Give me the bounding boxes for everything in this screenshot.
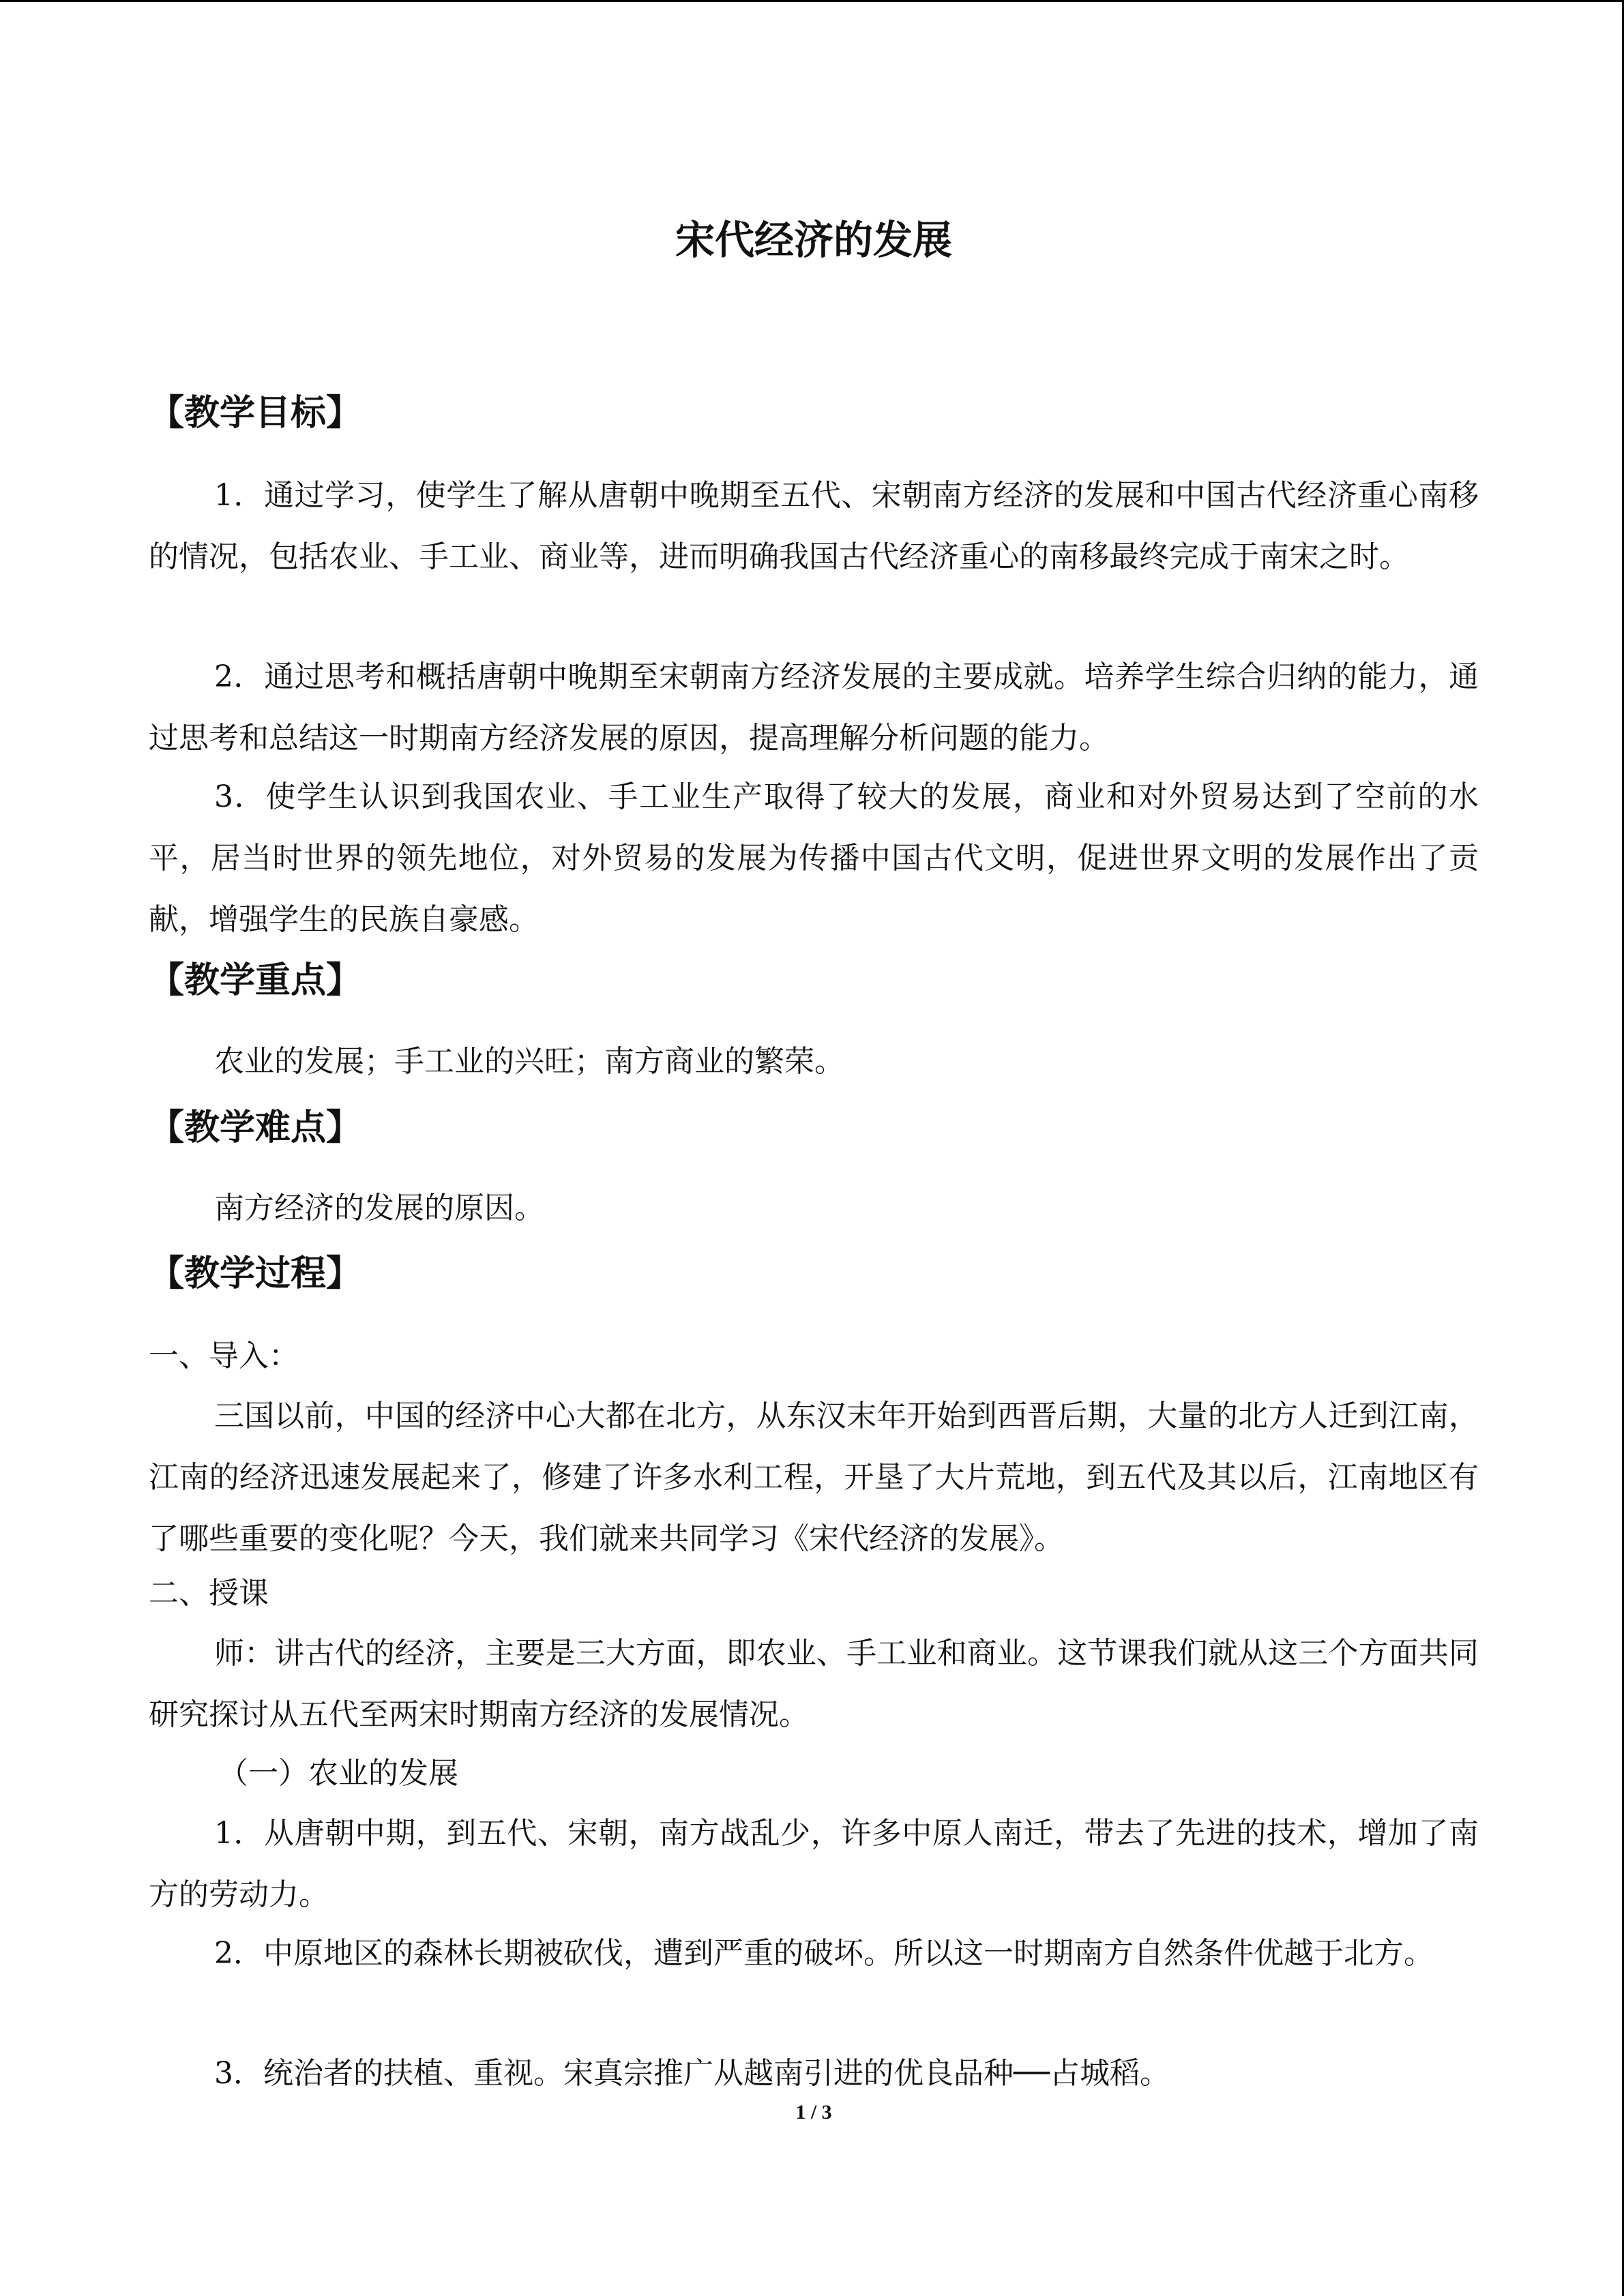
goal-item-3: 3．使学生认识到我国农业、手工业生产取得了较大的发展，商业和对外贸易达到了空前的水平，居当时世界的领先地位，对外贸易的发展为传播中国古代文明，促进世界文明的发展作出了贡献，增强学生的民族自豪感。 — [149, 779, 1479, 937]
page-number: 1 / 3 — [795, 2101, 832, 2123]
heading-teaching-goals: 【教学目标】 — [149, 393, 362, 434]
intro-label: 一、导入： — [149, 1339, 299, 1373]
document-page — [149, 0, 1479, 2296]
goal-item-2: 2．通过思考和概括唐朝中晚期至宋朝南方经济发展的主要成就。培养学生综合归纳的能力，通过思考和总结这一时期南方经济发展的原因，提高理解分析问题的能力。 — [149, 659, 1479, 756]
teacher-text: 师：讲古代的经济，主要是三大方面，即农业、手工业和商业。这节课我们就从这三个方面共同研究探讨从五代至两宋时期南方经济的发展情况。 — [149, 1636, 1479, 1732]
heading-teaching-process: 【教学过程】 — [149, 1253, 362, 1294]
agriculture-subheading: （一）农业的发展 — [218, 1756, 458, 1791]
agriculture-item-3: 3．统治者的扶植、重视。宋真宗推广从越南引进的优良品种──占城稻。 — [214, 2056, 1170, 2091]
agriculture-item-2: 2．中原地区的森林长期被砍伐，遭到严重的破坏。所以这一时期南方自然条件优越于北方。 — [214, 1936, 1434, 1971]
goal-item-1: 1．通过学习，使学生了解从唐朝中晚期至五代、宋朝南方经济的发展和中国古代经济重心南移的情况，包括农业、手工业、商业等，进而明确我国古代经济重心的南移最终完成于南宋之时。 — [149, 478, 1479, 574]
key-points-text: 农业的发展；手工业的兴旺；南方商业的繁荣。 — [214, 1044, 844, 1079]
heading-difficulties: 【教学难点】 — [149, 1107, 362, 1148]
intro-text: 三国以前，中国的经济中心大都在北方，从东汉末年开始到西晋后期，大量的北方人迁到江南，江南的经济迅速发展起来了，修建了许多水利工程，开垦了大片荒地，到五代及其以后，江南地区有了哪些重要的变化呢？今天，我们就来共同学习《宋代经济的发展》。 — [149, 1399, 1479, 1556]
agriculture-item-1: 1．从唐朝中期，到五代、宋朝，南方战乱少，许多中原人南迁，带去了先进的技术，增加了南方的劳动力。 — [149, 1816, 1479, 1912]
difficulties-text: 南方经济的发展的原因。 — [214, 1191, 544, 1225]
heading-key-points: 【教学重点】 — [149, 960, 362, 1001]
document-title: 宋代经济的发展 — [675, 217, 952, 263]
lesson-label: 二、授课 — [149, 1576, 269, 1611]
